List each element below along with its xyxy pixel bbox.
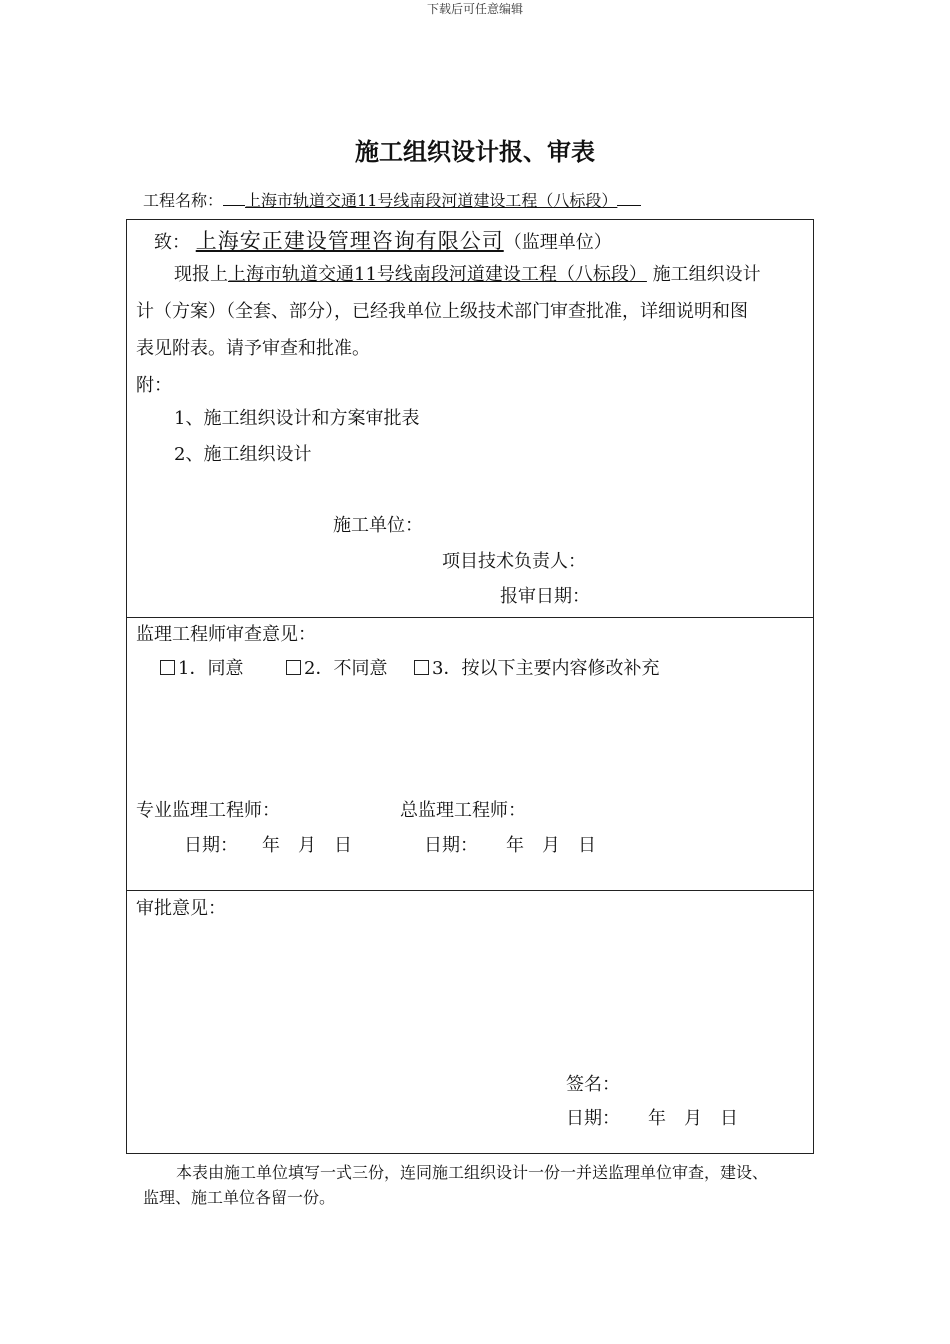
addressee-line bbox=[154, 225, 612, 255]
body-line-3: 表见附表。请予审查和批准。 bbox=[136, 338, 370, 359]
body-line-1: 现报上上海市轨道交通11号线南段河道建设工程（八标段） 施工组织设计 bbox=[174, 264, 761, 285]
checkbox-revise[interactable] bbox=[414, 660, 429, 675]
page-title: 施工组织设计报、审表 bbox=[355, 138, 595, 166]
attachment-item-1: 1、施工组织设计和方案审批表 bbox=[174, 408, 420, 429]
body-line-2: 计（方案）（全套、部分），已经我单位上级技术部门审查批准，详细说明和图 bbox=[136, 301, 748, 322]
chief-engineer-date: 日期： 年 月 日 bbox=[424, 835, 596, 856]
supervision-unit-suffix: （监理单位） bbox=[503, 232, 612, 253]
body-project: 上海市轨道交通11号线南段河道建设工程（八标段） bbox=[228, 264, 647, 285]
footer-note-line-1: 本表由施工单位填写一式三份，连同施工组织设计一份一并送监理单位审查，建设、 bbox=[176, 1163, 769, 1182]
pro-engineer-date: 日期： 年 月 日 bbox=[184, 835, 352, 856]
project-name-line bbox=[143, 188, 641, 211]
approval-date: 日期： 年 月 日 bbox=[566, 1108, 738, 1129]
checkbox-agree[interactable] bbox=[160, 660, 175, 675]
chief-engineer-label: 总监理工程师： bbox=[400, 800, 526, 821]
submit-date-label: 报审日期： bbox=[500, 586, 590, 607]
attachment-label: 附： bbox=[136, 375, 172, 396]
footer-note-line-2: 监理、施工单位各留一份。 bbox=[143, 1188, 336, 1207]
project-label: 工程名称： bbox=[143, 191, 224, 210]
to-label: 致： bbox=[154, 232, 190, 253]
option-revise[interactable]: 3．按以下主要内容修改补充 bbox=[414, 654, 659, 680]
option-disagree[interactable]: 2．不同意 bbox=[286, 654, 387, 680]
review-opinion-label: 监理工程师审查意见： bbox=[136, 624, 316, 645]
option-agree[interactable]: 1．同意 bbox=[160, 654, 243, 680]
supervision-company: 上海安正建设管理咨询有限公司 bbox=[195, 229, 504, 253]
tech-lead-label: 项目技术负责人： bbox=[442, 551, 586, 572]
approval-opinion-label: 审批意见： bbox=[136, 898, 226, 919]
construction-unit-label: 施工单位： bbox=[333, 515, 423, 536]
project-name: 上海市轨道交通11号线南段河道建设工程（八标段） bbox=[245, 191, 618, 210]
signature-label: 签名： bbox=[566, 1074, 620, 1095]
attachment-item-2: 2、施工组织设计 bbox=[174, 444, 312, 465]
header-note: 下载后可任意编辑 bbox=[426, 2, 523, 16]
pro-engineer-label: 专业监理工程师： bbox=[136, 800, 280, 821]
checkbox-disagree[interactable] bbox=[286, 660, 301, 675]
